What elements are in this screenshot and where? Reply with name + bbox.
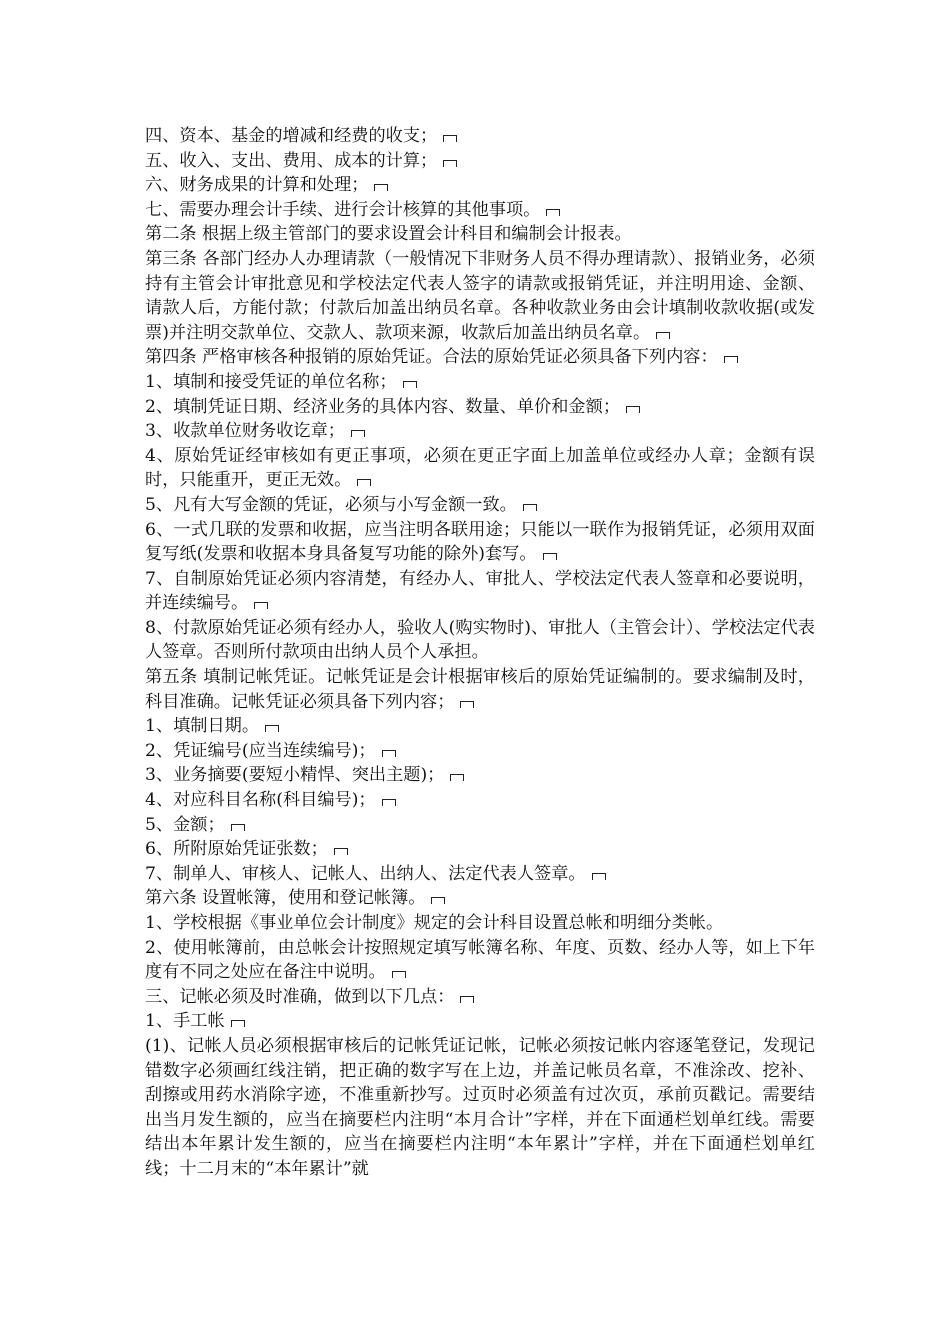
- paragraph-mark-icon: [357, 479, 371, 486]
- paragraph-mark-icon: [443, 160, 457, 167]
- paragraph: [145, 444, 815, 493]
- paragraph-mark-icon: [254, 602, 268, 609]
- paragraph-mark-icon: [382, 750, 396, 757]
- paragraph-mark-icon: [351, 430, 365, 437]
- paragraph: [145, 149, 815, 174]
- paragraph: [145, 837, 815, 862]
- paragraph-text: 四、资本、基金的增减和经费的收支；: [145, 126, 438, 146]
- paragraph-text: 1、学校根据《事业单位会计制度》规定的会计科目设置总帐和明细分类帐。: [145, 913, 724, 933]
- paragraph-mark-icon: [460, 996, 474, 1003]
- paragraph-text: 第三条 各部门经办人办理请款（一般情况下非财务人员不得办理请款）、报销业务，必须持有主管会计审批意见和学校法定代表人签字的请款或报销凭证，并注明用途、金额、请款人后，方能付款；付款后加盖出纳员名章。各种收款业务由会计填制收款收据(或发票)并注明交款单位、交款人、款项来源，收款后加盖出纳员名章。: [145, 248, 815, 343]
- paragraph-mark-icon: [231, 824, 245, 831]
- paragraph-text: 2、凭证编号(应当连续编号)；: [145, 740, 376, 761]
- paragraph: [145, 124, 815, 149]
- paragraph-text: 4、对应科目名称(科目编号)；: [145, 790, 376, 811]
- paragraph: [145, 173, 815, 198]
- paragraph-mark-icon: [431, 897, 445, 904]
- paragraph-text: 1、填制日期。: [145, 716, 260, 737]
- paragraph-mark-icon: [656, 332, 670, 339]
- paragraph-mark-icon: [460, 701, 474, 708]
- paragraph-mark-icon: [546, 209, 560, 216]
- paragraph: [145, 370, 815, 395]
- paragraph-mark-icon: [543, 553, 557, 560]
- paragraph: [145, 862, 815, 887]
- paragraph: [145, 247, 815, 345]
- paragraph: [145, 395, 815, 420]
- paragraph-text: 六、财务成果的计算和处理；: [145, 175, 369, 196]
- paragraph-text: 第六条 设置帐簿，使用和登记帐簿。: [145, 888, 426, 909]
- paragraph: [145, 813, 815, 838]
- paragraph: [145, 616, 815, 665]
- paragraph-text: 7、自制原始凭证必须内容清楚，有经办人、审批人、学校法定代表人签章和必要说明，并连续编号。: [145, 568, 815, 614]
- paragraph-mark-icon: [450, 774, 464, 781]
- document-body: [145, 124, 815, 1182]
- paragraph: [145, 739, 815, 764]
- paragraph-mark-icon: [374, 184, 388, 191]
- paragraph: [145, 665, 815, 714]
- paragraph: [145, 345, 815, 370]
- paragraph: [145, 911, 815, 936]
- paragraph-text: 2、填制凭证日期、经济业务的具体内容、数量、单价和金额；: [145, 396, 621, 417]
- paragraph: [145, 1009, 815, 1034]
- paragraph-mark-icon: [724, 356, 738, 363]
- paragraph: [145, 788, 815, 813]
- paragraph-text: 五、收入、支出、费用、成本的计算；: [145, 150, 438, 171]
- paragraph-mark-icon: [626, 406, 640, 413]
- paragraph-text: 1、手工帐: [145, 1011, 225, 1032]
- paragraph-text: 4、原始凭证经审核如有更正事项，必须在更正字面上加盖单位或经办人章；金额有误时，只能重开，更正无效。: [145, 445, 815, 491]
- paragraph-mark-icon: [265, 725, 279, 732]
- paragraph-text: 8、付款原始凭证必须有经办人，验收人(购实物时)、审批人（主管会计）、学校法定代表人签章。否则所付款项由出纳人员个人承担。: [145, 617, 815, 663]
- paragraph: [145, 493, 815, 518]
- paragraph: [145, 886, 815, 911]
- paragraph-text: 5、凡有大写金额的凭证，必须与小写金额一致。: [145, 494, 517, 515]
- paragraph-text: 6、所附原始凭证张数；: [145, 839, 328, 860]
- paragraph: [145, 936, 815, 985]
- paragraph-text: 三、记帐必须及时准确，做到以下几点：: [145, 986, 455, 1007]
- paragraph-mark-icon: [523, 504, 537, 511]
- paragraph-text: (1)、记帐人员必须根据审核后的记帐凭证记帐，记帐必须按记帐内容逐笔登记，发现记错数字必须画红线注销，把正确的数字写在上边，并盖记帐员名章，不准涂改、挖补、刮擦或用药水消除字迹，不准重新抄写。过页时必须盖有过次页，承前页戳记。需要结出当月发生额的，应当在摘要栏内注明“本月合计”字样，并在下面通栏划单红线。需要结出本年累计发生额的，应当在摘要栏内注明“本年累计”字样，并在下面通栏划单红线；十二月末的“本年累计”就: [145, 1035, 815, 1179]
- paragraph-mark-icon: [592, 873, 606, 880]
- paragraph-text: 6、一式几联的发票和收据，应当注明各联用途；只能以一联作为报销凭证，必须用双面复写纸(发票和收据本身具备复写功能的除外)套写。: [145, 519, 815, 565]
- paragraph: [145, 518, 815, 567]
- paragraph-text: 2、使用帐簿前，由总帐会计按照规定填写帐簿名称、年度、页数、经办人等，如上下年度有不同之处应在备注中说明。: [145, 937, 815, 983]
- paragraph-text: 5、金额；: [145, 814, 225, 835]
- paragraph-mark-icon: [231, 1020, 245, 1027]
- paragraph: [145, 419, 815, 444]
- paragraph-text: 3、业务摘要(要短小精悍、突出主题)；: [145, 765, 445, 786]
- paragraph-text: 第五条 填制记帐凭证。记帐凭证是会计根据审核后的原始凭证编制的。要求编制及时，科目准确。记帐凭证必须具备下列内容；: [145, 667, 815, 712]
- paragraph-mark-icon: [334, 848, 348, 855]
- paragraph-mark-icon: [443, 135, 457, 142]
- paragraph-text: 第二条 根据上级主管部门的要求设置会计科目和编制会计报表。: [145, 224, 632, 245]
- paragraph: [145, 714, 815, 739]
- paragraph: [145, 1034, 815, 1182]
- paragraph-mark-icon: [392, 971, 406, 978]
- paragraph: [145, 567, 815, 616]
- paragraph-text: 七、需要办理会计手续、进行会计核算的其他事项。: [145, 199, 541, 220]
- paragraph-text: 1、填制和接受凭证的单位名称；: [145, 371, 397, 392]
- paragraph: [145, 198, 815, 223]
- paragraph: [145, 222, 815, 247]
- paragraph-text: 3、收款单位财务收讫章；: [145, 421, 345, 442]
- paragraph: [145, 985, 815, 1010]
- paragraph-mark-icon: [403, 381, 417, 388]
- paragraph-mark-icon: [382, 799, 396, 806]
- paragraph: [145, 763, 815, 788]
- paragraph-text: 7、制单人、审核人、记帐人、出纳人、法定代表人签章。: [145, 863, 586, 884]
- paragraph-text: 第四条 严格审核各种报销的原始凭证。合法的原始凭证必须具备下列内容：: [145, 347, 718, 368]
